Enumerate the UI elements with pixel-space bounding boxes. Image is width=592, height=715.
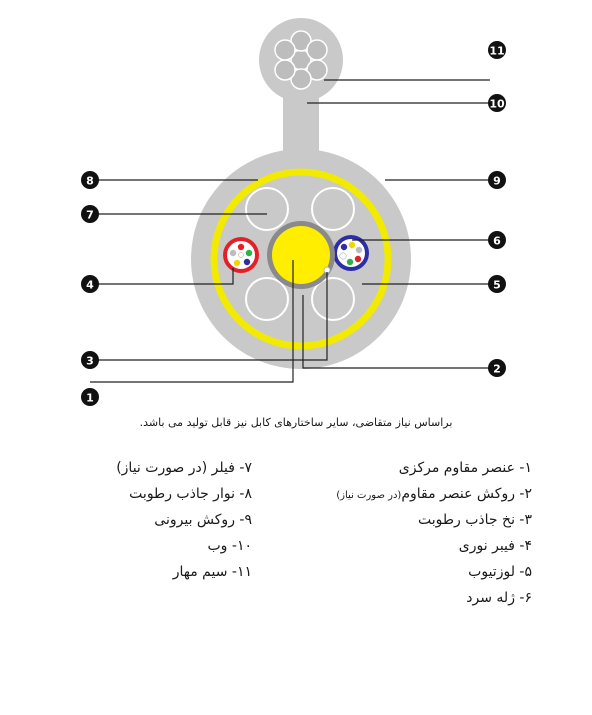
svg-text:6: 6	[493, 234, 501, 248]
svg-text:2: 2	[493, 362, 501, 376]
central-strength-member	[272, 226, 330, 284]
legend-item-7: ۷- فیلر (در صورت نیاز)	[116, 460, 252, 476]
legend-item-8: ۸- نوار جاذب رطوبت	[129, 486, 252, 502]
svg-text:1: 1	[86, 391, 94, 405]
messenger-wires	[275, 31, 327, 89]
svg-text:4: 4	[86, 278, 94, 292]
marker-1	[81, 388, 99, 406]
legend-left-column	[116, 455, 252, 585]
production-note: براساس نیاز متقاضی، سایر ساختارهای کابل نیز قابل تولید می باشد.	[139, 416, 453, 429]
marker-10	[488, 94, 506, 112]
marker-6	[488, 231, 506, 249]
marker-7	[81, 205, 99, 223]
marker-5	[488, 275, 506, 293]
svg-text:8: 8	[86, 174, 94, 188]
legend-item-2: ۲- روکش عنصر مقاوم(در صورت نیاز)	[336, 486, 532, 502]
legend-right-column	[336, 455, 532, 611]
marker-2	[488, 359, 506, 377]
marker-3	[81, 351, 99, 369]
legend-item-4: ۴- فیبر نوری	[458, 538, 532, 554]
marker-11	[488, 41, 506, 59]
legend-item-6: ۶- ژله سرد	[466, 590, 532, 606]
marker-8	[81, 171, 99, 189]
svg-text:11: 11	[489, 44, 505, 58]
legend-item-10: ۱۰- وب	[207, 538, 252, 554]
svg-text:3: 3	[86, 354, 94, 368]
marker-9	[488, 171, 506, 189]
svg-text:7: 7	[86, 208, 94, 222]
svg-text:9: 9	[493, 174, 501, 188]
svg-text:5: 5	[493, 278, 501, 292]
legend-item-3: ۳- نخ جاذب رطوبت	[418, 512, 532, 528]
svg-text:10: 10	[489, 97, 505, 111]
legend-item-9: ۹- روکش بیرونی	[154, 512, 252, 528]
marker-4	[81, 275, 99, 293]
legend-item-1: ۱- عنصر مقاوم مرکزی	[398, 460, 532, 476]
legend-item-11: ۱۱- سیم مهار	[172, 564, 252, 580]
loose-tube-red	[223, 237, 259, 273]
legend-item-5: ۵- لوزتیوب	[468, 564, 532, 580]
